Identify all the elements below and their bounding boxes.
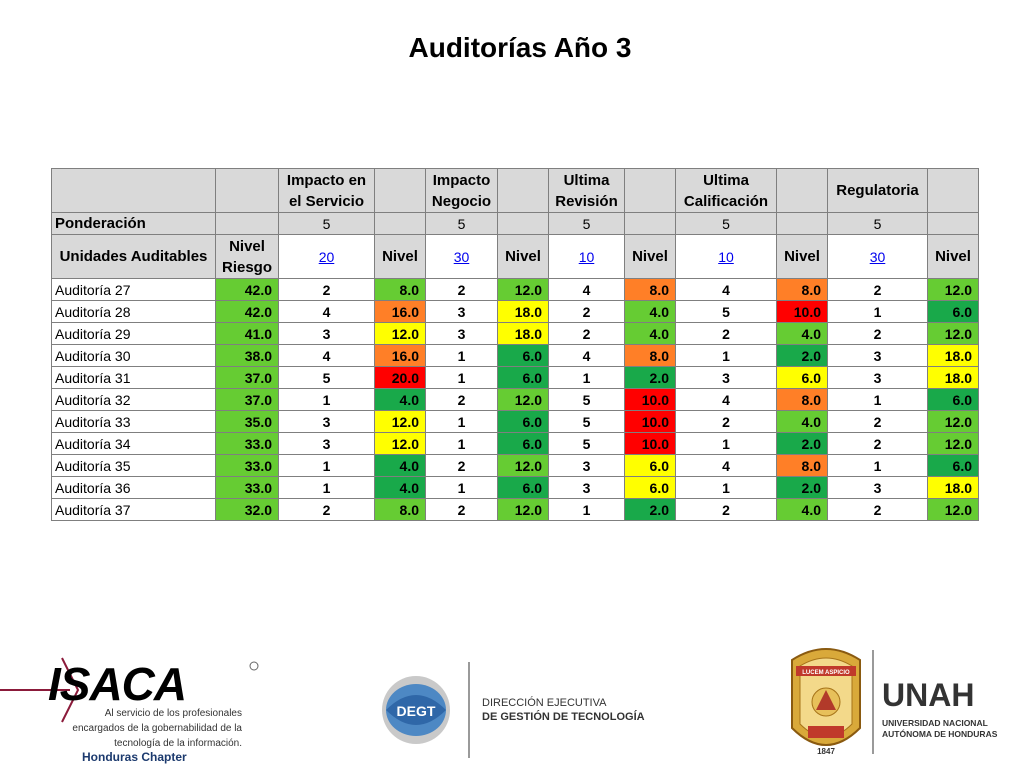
nivel-cell: 4.0 (375, 477, 426, 499)
criterion-score-cell: 4 (676, 389, 777, 411)
audit-unit-name: Auditoría 35 (52, 455, 216, 477)
header-empty (216, 169, 279, 213)
header-empty (375, 169, 426, 213)
ponderacion-empty (498, 213, 549, 235)
criterion-score-cell: 1 (676, 477, 777, 499)
criterion-score-cell: 1 (828, 301, 928, 323)
table-row (52, 345, 979, 367)
audit-table (51, 168, 979, 521)
ponderacion-empty (216, 213, 279, 235)
ponderacion-value: 5 (676, 213, 777, 235)
nivel-cell: 8.0 (625, 345, 676, 367)
weight-cell (828, 235, 928, 279)
ponderacion-row (52, 213, 979, 235)
table-row (52, 389, 979, 411)
table-row (52, 411, 979, 433)
nivel-riesgo-cell: 35.0 (216, 411, 279, 433)
header-empty (52, 169, 216, 213)
header-regulatoria: Regulatoria (828, 169, 928, 213)
nivel-cell: 12.0 (498, 455, 549, 477)
nivel-cell: 12.0 (928, 411, 979, 433)
criterion-score-cell: 2 (828, 323, 928, 345)
isaca-tagline: Al servicio de los profesionales (104, 708, 242, 719)
criterion-score-cell: 1 (549, 367, 625, 389)
criterion-score-cell: 3 (828, 477, 928, 499)
nivel-cell: 6.0 (498, 477, 549, 499)
header-ultima-revision: Ultima Revisión (549, 169, 625, 213)
isaca-wordmark: ISACA (48, 658, 187, 710)
unah-seal (786, 640, 866, 764)
nivel-header: Nivel (498, 235, 549, 279)
nivel-cell: 6.0 (777, 367, 828, 389)
nivel-cell: 10.0 (625, 411, 676, 433)
page-title: Auditorías Año 3 (408, 32, 632, 63)
nivel-riesgo-cell: 32.0 (216, 499, 279, 521)
unah-wordmark: UNAH (882, 677, 975, 713)
audit-unit-name: Auditoría 28 (52, 301, 216, 323)
nivel-cell: 12.0 (375, 323, 426, 345)
nivel-header: Nivel (928, 235, 979, 279)
nivel-cell: 6.0 (625, 455, 676, 477)
criterion-score-cell: 5 (676, 301, 777, 323)
nivel-riesgo-cell: 41.0 (216, 323, 279, 345)
criterion-score-cell: 3 (426, 323, 498, 345)
degt-line1: DIRECCIÓN EJECUTIVA (482, 697, 607, 709)
weight-cell (549, 235, 625, 279)
nivel-cell: 6.0 (498, 345, 549, 367)
unah-logo (786, 640, 1022, 766)
nivel-riesgo-cell: 37.0 (216, 367, 279, 389)
nivel-cell: 20.0 (375, 367, 426, 389)
nivel-cell: 8.0 (777, 455, 828, 477)
nivel-cell: 6.0 (498, 411, 549, 433)
criterion-score-cell: 2 (279, 499, 375, 521)
isaca-tagline: tecnología de la información. (114, 738, 242, 749)
criterion-score-cell: 3 (279, 323, 375, 345)
unah-seal-motto: LUCEM ASPICIO (802, 670, 850, 676)
nivel-riesgo-cell: 33.0 (216, 455, 279, 477)
nivel-cell: 18.0 (498, 323, 549, 345)
criterion-score-cell: 3 (676, 367, 777, 389)
nivel-cell: 4.0 (777, 411, 828, 433)
nivel-cell: 18.0 (928, 477, 979, 499)
ponderacion-empty (375, 213, 426, 235)
criterion-score-cell: 1 (426, 477, 498, 499)
header-row (52, 169, 979, 213)
nivel-cell: 6.0 (928, 455, 979, 477)
header-impacto-negocio: Impacto Negocio (426, 169, 498, 213)
isaca-chapter: Honduras Chapter (82, 750, 187, 764)
nivel-cell: 2.0 (777, 433, 828, 455)
criterion-score-cell: 1 (279, 389, 375, 411)
nivel-cell: 10.0 (777, 301, 828, 323)
weight-link[interactable]: 30 (453, 248, 470, 265)
criterion-score-cell: 2 (828, 279, 928, 301)
weight-link[interactable]: 10 (578, 248, 595, 265)
ponderacion-empty (777, 213, 828, 235)
audit-unit-name: Auditoría 34 (52, 433, 216, 455)
criterion-score-cell: 2 (426, 499, 498, 521)
nivel-cell: 12.0 (498, 279, 549, 301)
criterion-score-cell: 5 (549, 411, 625, 433)
criterion-score-cell: 2 (426, 389, 498, 411)
criterion-score-cell: 1 (426, 433, 498, 455)
criterion-score-cell: 1 (426, 367, 498, 389)
nivel-riesgo-cell: 33.0 (216, 477, 279, 499)
nivel-cell: 12.0 (928, 279, 979, 301)
degt-divider (468, 662, 470, 758)
criterion-score-cell: 1 (279, 477, 375, 499)
ponderacion-value: 5 (279, 213, 375, 235)
nivel-riesgo-cell: 33.0 (216, 433, 279, 455)
header-empty (928, 169, 979, 213)
unidades-auditables-header: Unidades Auditables (52, 235, 216, 279)
nivel-riesgo-cell: 38.0 (216, 345, 279, 367)
nivel-cell: 2.0 (625, 367, 676, 389)
degt-line2: DE GESTIÓN DE TECNOLOGÍA (482, 711, 645, 723)
criterion-score-cell: 4 (279, 345, 375, 367)
table-row (52, 499, 979, 521)
criterion-score-cell: 2 (426, 455, 498, 477)
header-empty (625, 169, 676, 213)
unah-line1: UNIVERSIDAD NACIONAL (882, 718, 988, 728)
criterion-score-cell: 2 (426, 279, 498, 301)
nivel-cell: 4.0 (625, 301, 676, 323)
criterion-score-cell: 2 (828, 433, 928, 455)
audit-unit-name: Auditoría 31 (52, 367, 216, 389)
nivel-cell: 12.0 (928, 499, 979, 521)
criterion-score-cell: 5 (549, 389, 625, 411)
header-empty (498, 169, 549, 213)
ponderacion-value: 5 (426, 213, 498, 235)
criterion-score-cell: 3 (279, 433, 375, 455)
criterion-score-cell: 2 (676, 499, 777, 521)
nivel-riesgo-cell: 37.0 (216, 389, 279, 411)
nivel-cell: 4.0 (375, 389, 426, 411)
criterion-score-cell: 3 (828, 367, 928, 389)
audit-unit-name: Auditoría 36 (52, 477, 216, 499)
ponderacion-value: 5 (828, 213, 928, 235)
table-row (52, 477, 979, 499)
nivel-cell: 12.0 (928, 323, 979, 345)
criterion-score-cell: 4 (676, 279, 777, 301)
nivel-cell: 2.0 (777, 477, 828, 499)
weight-cell (426, 235, 498, 279)
degt-logo (370, 660, 680, 760)
nivel-cell: 8.0 (777, 389, 828, 411)
criterion-score-cell: 5 (549, 433, 625, 455)
nivel-cell: 8.0 (375, 499, 426, 521)
nivel-riesgo-header: Nivel Riesgo (216, 235, 279, 279)
nivel-cell: 2.0 (625, 499, 676, 521)
ponderacion-label: Ponderación (52, 213, 216, 235)
nivel-cell: 18.0 (928, 367, 979, 389)
nivel-cell: 4.0 (625, 323, 676, 345)
nivel-riesgo-cell: 42.0 (216, 279, 279, 301)
audit-unit-name: Auditoría 30 (52, 345, 216, 367)
isaca-tagline: encargados de la gobernabilidad de la (72, 723, 242, 734)
criterion-score-cell: 3 (549, 455, 625, 477)
ponderacion-empty (928, 213, 979, 235)
subheader-row (52, 235, 979, 279)
degt-badge: DEGT (396, 703, 436, 719)
nivel-cell: 6.0 (498, 367, 549, 389)
nivel-cell: 8.0 (375, 279, 426, 301)
criterion-score-cell: 2 (828, 499, 928, 521)
criterion-score-cell: 3 (549, 477, 625, 499)
criterion-score-cell: 2 (676, 411, 777, 433)
nivel-header: Nivel (375, 235, 426, 279)
criterion-score-cell: 1 (828, 389, 928, 411)
criterion-score-cell: 5 (279, 367, 375, 389)
nivel-cell: 6.0 (625, 477, 676, 499)
criterion-score-cell: 1 (426, 411, 498, 433)
criterion-score-cell: 1 (426, 345, 498, 367)
weight-link[interactable]: 10 (718, 248, 734, 265)
table-row (52, 455, 979, 477)
table-row (52, 301, 979, 323)
weight-cell (676, 235, 777, 279)
criterion-score-cell: 4 (549, 279, 625, 301)
table-row (52, 367, 979, 389)
audit-unit-name: Auditoría 33 (52, 411, 216, 433)
audit-unit-name: Auditoría 32 (52, 389, 216, 411)
isaca-logo (0, 650, 270, 768)
criterion-score-cell: 2 (279, 279, 375, 301)
nivel-cell: 4.0 (777, 323, 828, 345)
unah-seal-year: 1847 (817, 747, 835, 756)
unah-divider (872, 650, 874, 754)
criterion-score-cell: 3 (426, 301, 498, 323)
nivel-cell: 6.0 (498, 433, 549, 455)
criterion-score-cell: 1 (676, 433, 777, 455)
nivel-cell: 8.0 (777, 279, 828, 301)
weight-link[interactable]: 30 (869, 248, 886, 265)
audit-unit-name: Auditoría 29 (52, 323, 216, 345)
degt-emblem (370, 660, 470, 760)
header-ultima-calificacion: Ultima Calificación (676, 169, 777, 213)
criterion-score-cell: 1 (828, 455, 928, 477)
table-row (52, 433, 979, 455)
nivel-cell: 12.0 (498, 389, 549, 411)
nivel-cell: 18.0 (498, 301, 549, 323)
criterion-score-cell: 4 (279, 301, 375, 323)
weight-link[interactable]: 20 (318, 248, 335, 265)
nivel-cell: 12.0 (498, 499, 549, 521)
nivel-cell: 12.0 (375, 433, 426, 455)
criterion-score-cell: 2 (549, 301, 625, 323)
nivel-riesgo-cell: 42.0 (216, 301, 279, 323)
criterion-score-cell: 1 (279, 455, 375, 477)
nivel-cell: 18.0 (928, 345, 979, 367)
nivel-cell: 4.0 (375, 455, 426, 477)
nivel-cell: 16.0 (375, 345, 426, 367)
criterion-score-cell: 3 (279, 411, 375, 433)
ponderacion-value: 5 (549, 213, 625, 235)
header-impacto-servicio: Impacto en el Servicio (279, 169, 375, 213)
table-row (52, 323, 979, 345)
nivel-header: Nivel (777, 235, 828, 279)
nivel-cell: 10.0 (625, 389, 676, 411)
criterion-score-cell: 1 (549, 499, 625, 521)
unah-line2: AUTÓNOMA DE HONDURAS (882, 729, 998, 739)
nivel-cell: 2.0 (777, 345, 828, 367)
criterion-score-cell: 4 (676, 455, 777, 477)
criterion-score-cell: 4 (549, 345, 625, 367)
nivel-cell: 12.0 (375, 411, 426, 433)
nivel-cell: 4.0 (777, 499, 828, 521)
ponderacion-empty (625, 213, 676, 235)
table-row (52, 279, 979, 301)
nivel-cell: 12.0 (928, 433, 979, 455)
criterion-score-cell: 2 (828, 411, 928, 433)
nivel-cell: 6.0 (928, 301, 979, 323)
nivel-cell: 8.0 (625, 279, 676, 301)
criterion-score-cell: 3 (828, 345, 928, 367)
criterion-score-cell: 2 (676, 323, 777, 345)
criterion-score-cell: 1 (676, 345, 777, 367)
weight-cell (279, 235, 375, 279)
nivel-header: Nivel (625, 235, 676, 279)
audit-unit-name: Auditoría 37 (52, 499, 216, 521)
nivel-cell: 10.0 (625, 433, 676, 455)
criterion-score-cell: 2 (549, 323, 625, 345)
nivel-cell: 6.0 (928, 389, 979, 411)
header-empty (777, 169, 828, 213)
audit-unit-name: Auditoría 27 (52, 279, 216, 301)
nivel-cell: 16.0 (375, 301, 426, 323)
